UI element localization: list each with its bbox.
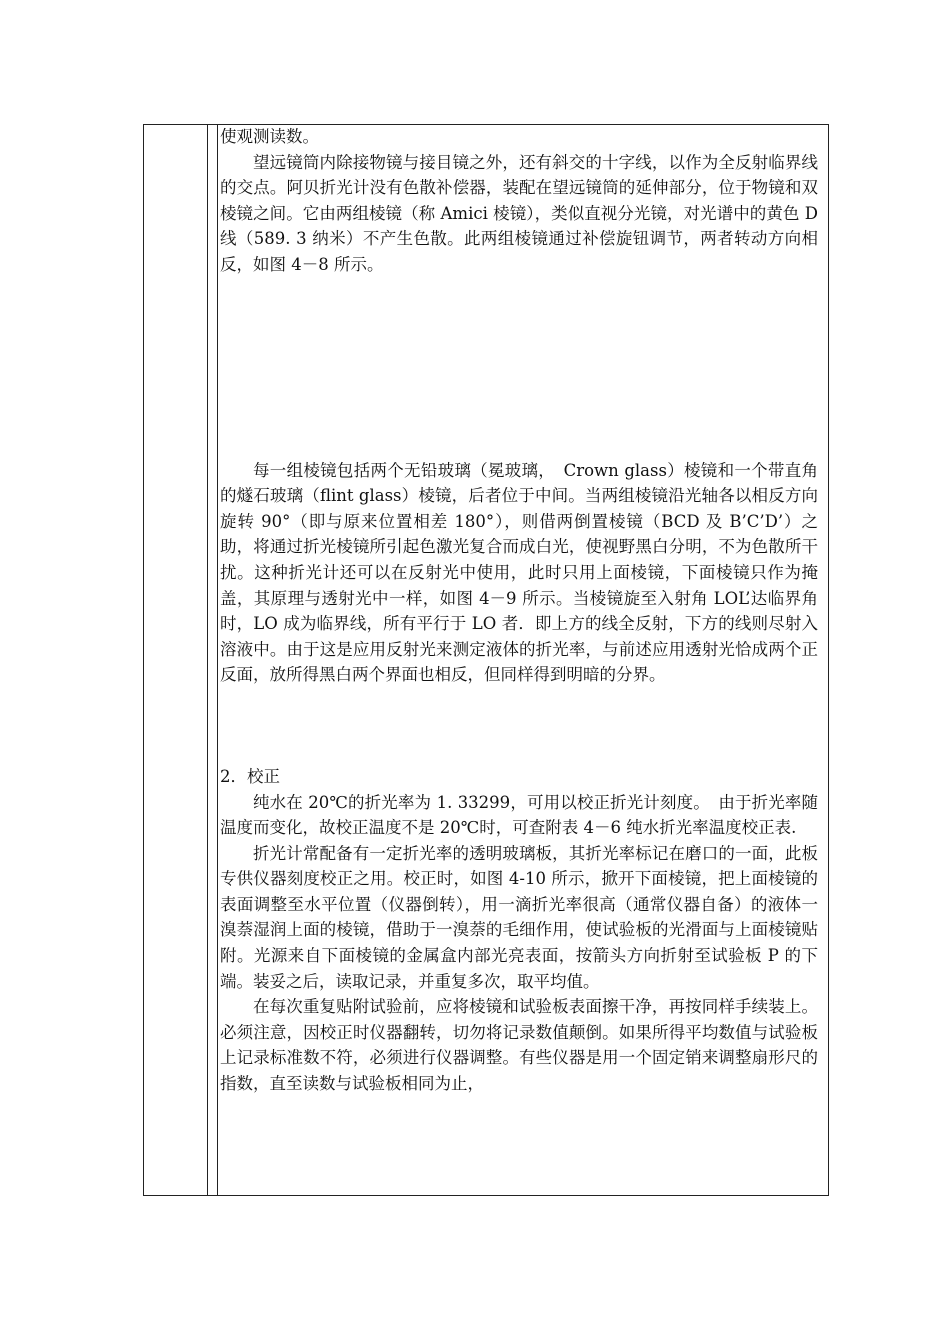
continuation-text: 使观测读数。 bbox=[220, 127, 319, 146]
figure-placeholder-4-8 bbox=[220, 278, 818, 458]
figure-placeholder-4-9 bbox=[220, 688, 818, 764]
pure-water-paragraph: 纯水在 20℃的折光率为 1. 33299，可用以校正折光计刻度。 由于折光率随温度而变化，故校正温度不是 20℃时，可查附表 4－6 纯水折光率温度校正表. bbox=[220, 792, 818, 838]
column-divider-left bbox=[207, 125, 208, 1195]
document-content bbox=[220, 124, 818, 1097]
glass-plate-paragraph: 折光计常配备有一定折光率的透明玻璃板，其折光率标记在磨口的一面，此板专供仪器刻度校正之用。校正时，如图 4-10 所示，掀开下面棱镜，把上面棱镜的表面调整至水平位置（仪器倒转），用一滴折光率很高（通常仪器自备）的液体一溴萘湿润上面的棱镜，借助于一溴萘的毛细作用，使试验板的光滑面与上面棱镜贴附。光源来自下面棱镜的金属盒内部光亮表面，按箭头方向折射至试验板 P 的下端。装妥之后，读取记录，并重复多次，取平均值。 bbox=[220, 843, 818, 991]
repeat-test-paragraph: 在每次重复贴附试验前，应将棱镜和试验板表面擦干净，再按同样手续装上。必须注意，因校正时仪器翻转，切勿将记录数值颠倒。如果所得平均数值与试验板上记录标准数不符，必须进行仪器调整。有些仪器是用一个固定销来调整扇形尺的指数，直至读数与试验板相同为止， bbox=[220, 997, 818, 1094]
calibration-heading: 2．校正 bbox=[220, 766, 280, 786]
column-divider-right bbox=[217, 125, 218, 1195]
telescope-paragraph: 望远镜筒内除接物镜与接目镜之外，还有斜交的十字线，以作为全反射临界线的交点。阿贝折光计没有色散补偿器，装配在望远镜筒的延伸部分，位于物镜和双棱镜之间。它由两组棱镜（称 Amici 棱镜），类似直视分光镜，对光谱中的黄色 D 线（589. 3 纳米）不产生色散。此两组棱镜通过补偿旋钮调节，两者转动方向相反，如图 4－8 所示。 bbox=[220, 152, 818, 274]
prism-paragraph: 每一组棱镜包括两个无铅玻璃（冕玻璃， Crown glass）棱镜和一个带直角的燧石玻璃（flint glass）棱镜，后者位于中间。当两组棱镜沿光轴各以相反方向旋转 90°（即与原来位置相差 180°），则借两倒置棱镜（BCD 及 B’C’D’）之助，将通过折光棱镜所引起色激光复合而成白光，使视野黑白分明，不为色散所干扰。这种折光计还可以在反射光中使用，此时只用上面棱镜，下面棱镜只作为掩盖，其原理与透射光中一样，如图 4－9 所示。当棱镜旋至入射角 LOL’达临界角时，LO 成为临界线，所有平行于 LO 者．即上方的线全反射，下方的线则尽射入溶液中。由于这是应用反射光来测定液体的折光率，与前述应用透射光恰成两个正反面，放所得黑白两个界面也相反，但同样得到明暗的分界。 bbox=[220, 460, 818, 685]
